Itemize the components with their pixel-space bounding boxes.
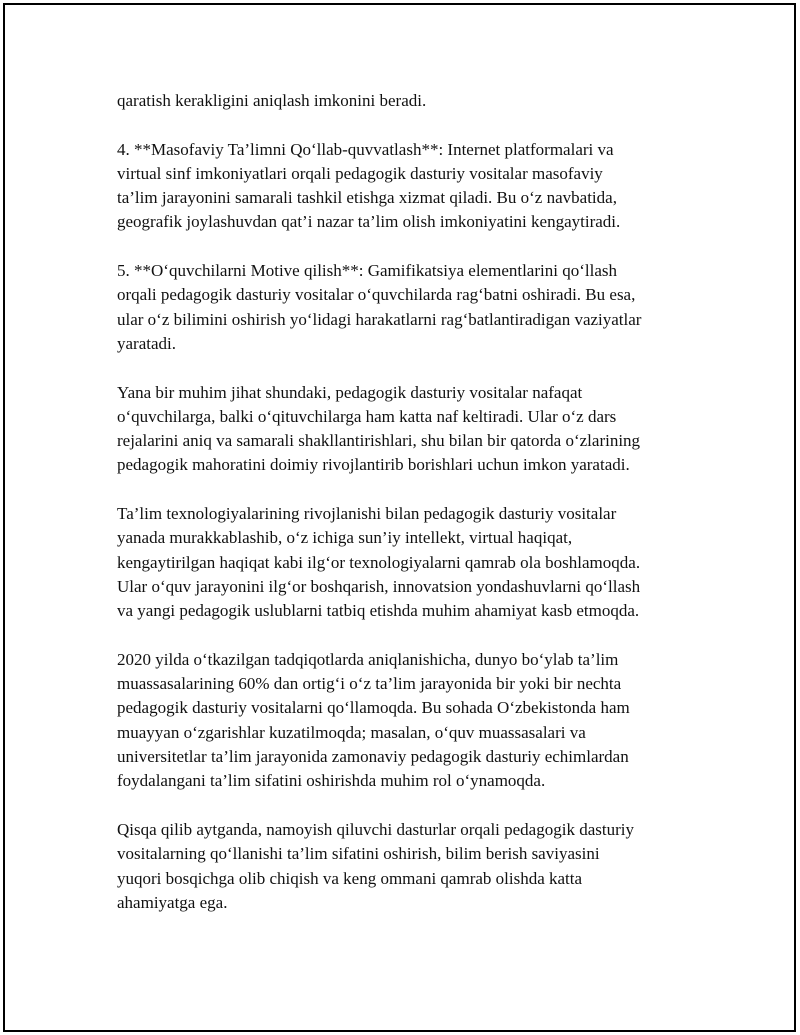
text-line: Qisqa qilib aytganda, namoyish qiluvchi dasturlar orqali pedagogik dasturiy <box>117 819 634 839</box>
paragraph-teachers-benefit <box>117 381 697 478</box>
text-line: yanada murakkablashib, o‘z ichiga sun’iy intellekt, virtual haqiqat, <box>117 528 573 548</box>
text-line: Ta’lim texnologiyalarining rivojlanishi bilan pedagogik dasturiy vositalar <box>117 504 617 524</box>
paragraph-continuation <box>117 89 697 113</box>
text-line: foydalangani ta’lim sifatini oshirishda muhim rol o‘ynamoqda. <box>117 771 546 791</box>
text-line: Yana bir muhim jihat shundaki, pedagogik dasturiy vositalar nafaqat <box>117 382 583 402</box>
text-line: pedagogik dasturiy vositalarni qo‘llamoqda. Bu sohada O‘zbekistonda ham <box>117 698 630 718</box>
text-line: geografik joylashuvdan qat’i nazar ta’lim olish imkoniyatini kengaytiradi. <box>117 212 621 232</box>
text-line: rejalarini aniq va samarali shakllantirishlari, shu bilan bir qatorda o‘zlarining <box>117 431 641 451</box>
document-body <box>117 89 697 939</box>
text-line: ular o‘z bilimini oshirish yo‘lidagi harakatlarni rag‘batlantiradigan vaziyatlar <box>117 309 642 329</box>
text-line: o‘quvchilarga, balki o‘qituvchilarga ham katta naf keltiradi. Ular o‘z dars <box>117 406 617 426</box>
text-line: yaratadi. <box>117 333 176 353</box>
paragraph-conclusion <box>117 818 697 915</box>
text-line: vositalarning qo‘llanishi ta’lim sifatini oshirish, bilim berish saviyasini <box>117 844 600 864</box>
text-line: va yangi pedagogik uslublarni tatbiq etishda muhim ahamiyat kasb etmoqda. <box>117 601 640 621</box>
paragraph-research-2020 <box>117 648 697 794</box>
text-line: Ular o‘quv jarayonini ilg‘or boshqarish, innovatsion yondashuvlarni qo‘llash <box>117 576 641 596</box>
text-line: muassasalarining 60% dan ortig‘i o‘z ta’lim jarayonida bir yoki bir nechta <box>117 674 622 694</box>
text-line: 2020 yilda o‘tkazilgan tadqiqotlarda aniqlanishicha, dunyo bo‘ylab ta’lim <box>117 649 619 669</box>
paragraph-item-5-motivation <box>117 259 697 356</box>
text-line: yuqori bosqichga olib chiqish va keng ommani qamrab olishda katta <box>117 868 583 888</box>
text-line: muayyan o‘zgarishlar kuzatilmoqda; masalan, o‘quv muassasalari va <box>117 722 586 742</box>
text-line: 5. **O‘quvchilarni Motive qilish**: Gamifikatsiya elementlarini qo‘llash <box>117 261 617 281</box>
text-line: pedagogik mahoratini doimiy rivojlantirib borishlari uchun imkon yaratadi. <box>117 455 630 475</box>
text-line: qaratish kerakligini aniqlash imkonini beradi. <box>117 91 427 110</box>
paragraph-technology-development <box>117 502 697 623</box>
paragraph-item-4-distance-learning <box>117 138 697 235</box>
text-line: orqali pedagogik dasturiy vositalar o‘quvchilarda rag‘batni oshiradi. Bu esa, <box>117 285 636 305</box>
text-line: virtual sinf imkoniyatlari orqali pedagogik dasturiy vositalar masofaviy <box>117 163 603 183</box>
text-line: universitetlar ta’lim jarayonida zamonaviy pedagogik dasturiy echimlardan <box>117 747 629 767</box>
text-line: kengaytirilgan haqiqat kabi ilg‘or texnologiyalarni qamrab ola boshlamoqda. <box>117 552 641 572</box>
text-line: ahamiyatga ega. <box>117 892 228 912</box>
text-line: ta’lim jarayonini samarali tashkil etishga xizmat qiladi. Bu o‘z navbatida, <box>117 188 617 208</box>
text-line: 4. **Masofaviy Ta’limni Qo‘llab-quvvatlash**: Internet platformalari va <box>117 139 614 159</box>
